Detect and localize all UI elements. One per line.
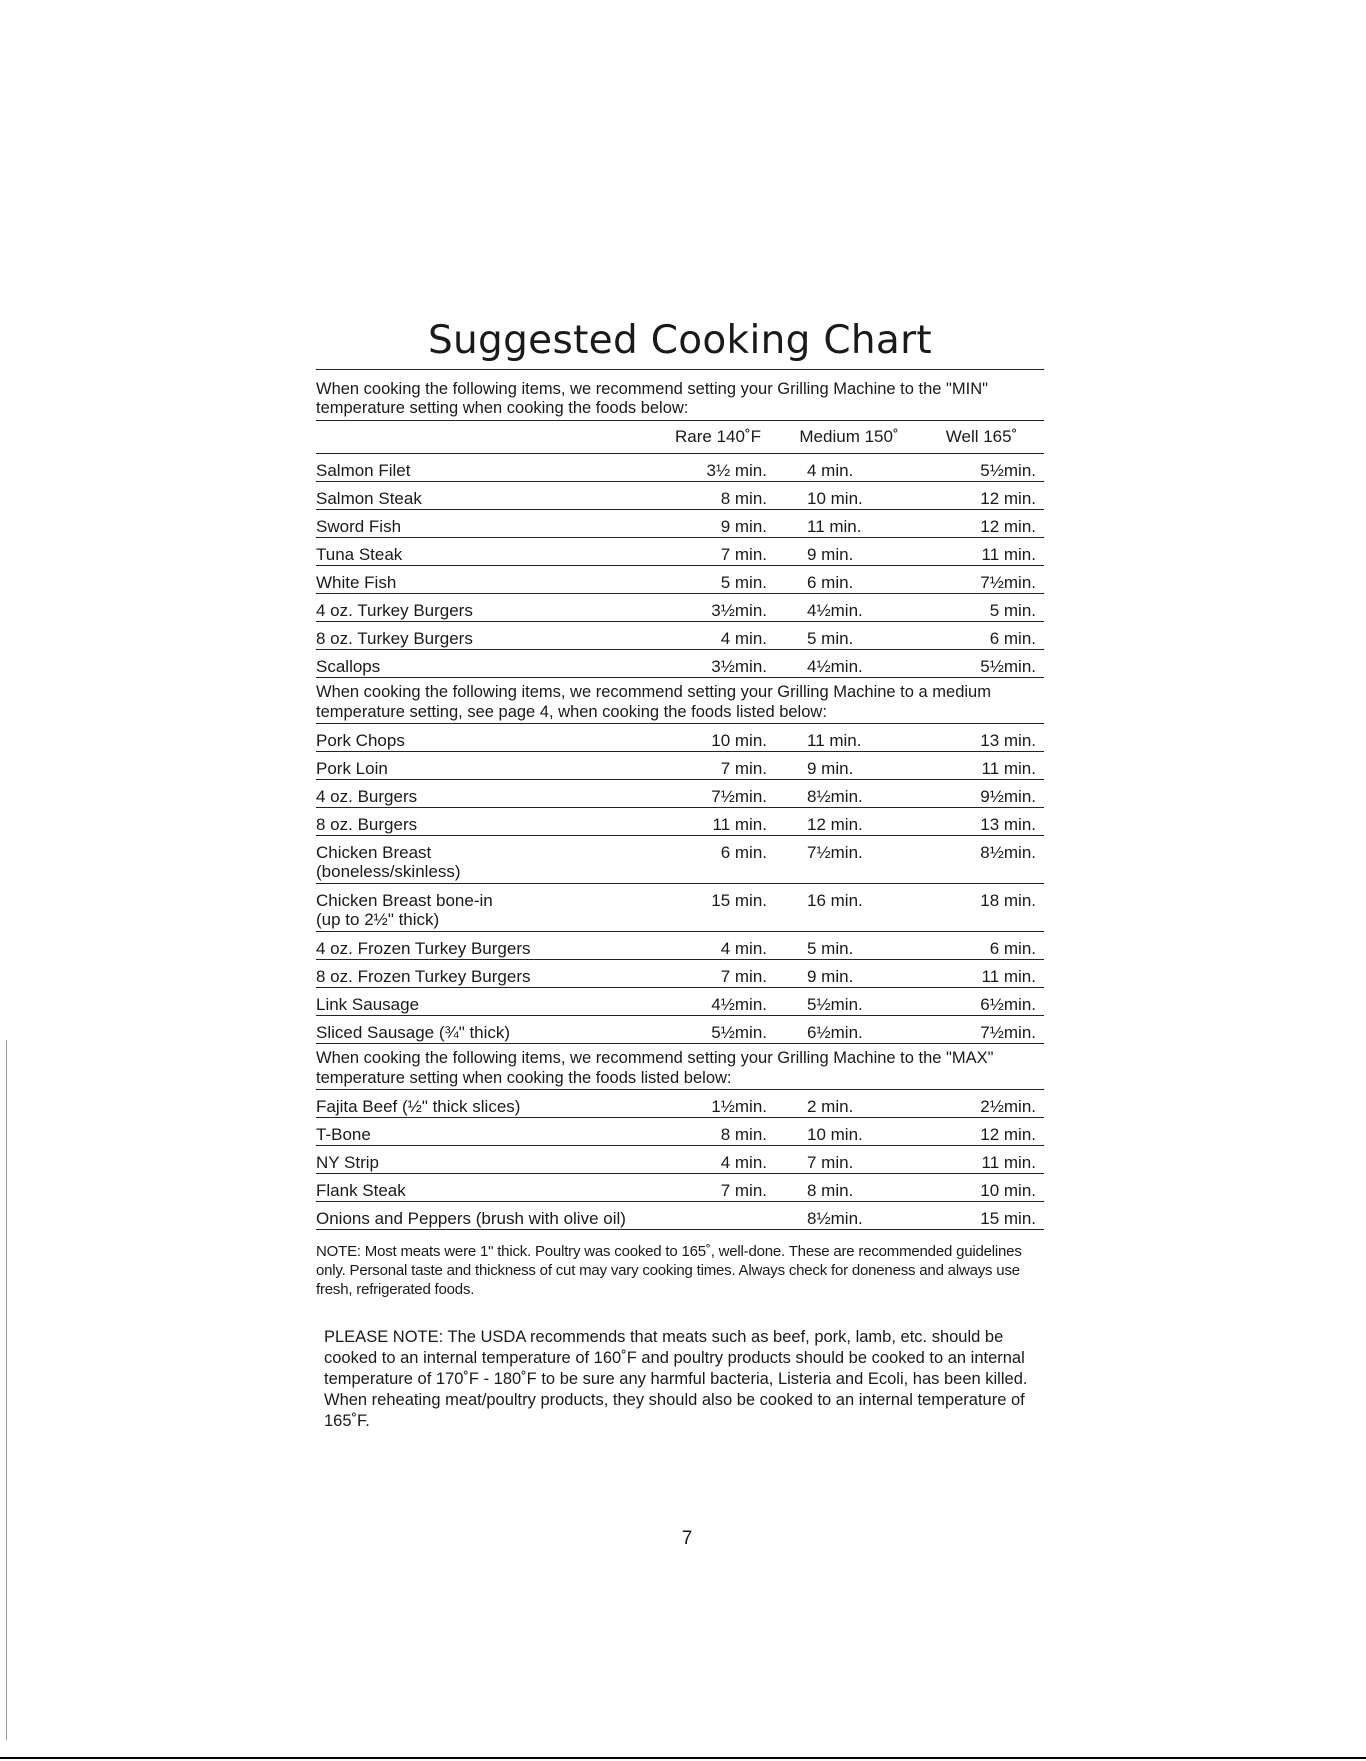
row-item-label: T-Bone xyxy=(316,1125,371,1144)
row-item-label: Chicken Breast xyxy=(316,843,432,862)
row-time-well: 13 min. xyxy=(980,815,1036,834)
row-item-label: Pork Chops xyxy=(316,731,405,750)
row-item xyxy=(316,1209,656,1228)
row-item-label: 4 oz. Burgers xyxy=(316,787,418,806)
row-time-rare: 7 min. xyxy=(720,759,767,778)
table-row xyxy=(316,1090,1044,1118)
cooking-table-max xyxy=(316,1090,1044,1230)
row-time-medium: 9 min. xyxy=(807,759,854,778)
row-time-rare: 8 min. xyxy=(720,1125,767,1144)
table-row xyxy=(316,1016,1044,1044)
row-time-medium: 5 min. xyxy=(807,939,854,958)
row-time-rare: 4½min. xyxy=(711,995,767,1014)
row-time-rare: 1½min. xyxy=(711,1097,767,1116)
row-time-well: 2½min. xyxy=(980,1097,1036,1116)
row-time-rare: 9 min. xyxy=(720,517,767,536)
table-row xyxy=(316,594,1044,622)
row-item xyxy=(316,629,656,648)
column-header-medium: Medium 150˚ xyxy=(799,427,899,446)
row-time-rare: 15 min. xyxy=(711,891,767,910)
table-row xyxy=(316,960,1044,988)
row-time-well: 5 min. xyxy=(989,601,1036,620)
table-row xyxy=(316,932,1044,960)
table-row xyxy=(316,836,1044,884)
row-item-label: 4 oz. Frozen Turkey Burgers xyxy=(316,939,531,958)
table-row xyxy=(316,566,1044,594)
row-time-rare: 6 min. xyxy=(720,843,767,862)
row-item-label: 8 oz. Burgers xyxy=(316,815,418,834)
row-item-label: Flank Steak xyxy=(316,1181,406,1200)
row-item-label: NY Strip xyxy=(316,1153,379,1172)
section-intro-medium: When cooking the following items, we recommend setting your Grilling Machine to a medium temperature setting, see page 4, when cooking the foods listed below: xyxy=(316,682,1044,724)
row-time-rare: 4 min. xyxy=(720,629,767,648)
row-time-medium: 10 min. xyxy=(807,1125,863,1144)
row-item xyxy=(316,1125,656,1144)
row-item xyxy=(316,939,656,958)
row-time-medium: 11 min. xyxy=(807,517,862,536)
row-time-well: 11 min. xyxy=(981,545,1036,564)
row-time-medium: 4½min. xyxy=(807,657,863,676)
row-time-well: 8½min. xyxy=(980,843,1036,862)
row-item xyxy=(316,995,656,1014)
row-time-well: 6 min. xyxy=(989,939,1036,958)
row-time-well: 15 min. xyxy=(980,1209,1036,1228)
row-time-rare: 4 min. xyxy=(720,939,767,958)
row-time-medium: 4 min. xyxy=(807,461,854,480)
row-time-medium: 6½min. xyxy=(807,1023,863,1042)
page-number-text: 7 xyxy=(681,1528,693,1549)
row-time-medium: 6 min. xyxy=(807,573,854,592)
row-item xyxy=(316,759,656,778)
row-time-well: 5½min. xyxy=(980,657,1036,676)
table-row xyxy=(316,1174,1044,1202)
document-page xyxy=(316,318,1044,1449)
column-header-row xyxy=(316,421,1044,454)
row-time-well: 5½min. xyxy=(980,461,1036,480)
row-time-rare: 8 min. xyxy=(720,489,767,508)
row-item xyxy=(316,815,656,834)
row-item-label: 8 oz. Frozen Turkey Burgers xyxy=(316,967,531,986)
usda-note: PLEASE NOTE: The USDA recommends that meats such as beef, pork, lamb, etc. should be cooked to an internal temperature of 160˚F and poultry products should be cooked to an internal temperature of 170˚F - 180˚F to be sure any harmful bacteria, Listeria and Ecoli, has been killed. When reheating meat/poultry products, they should also be cooked to an internal temperature of 165˚F. xyxy=(324,1328,1028,1430)
row-time-well: 10 min. xyxy=(980,1181,1036,1200)
row-time-rare: 11 min. xyxy=(712,815,767,834)
row-time-rare: 7½min. xyxy=(711,787,767,806)
row-time-rare: 4 min. xyxy=(720,1153,767,1172)
table-row xyxy=(316,752,1044,780)
page-number xyxy=(0,1528,1366,1550)
row-time-medium: 5½min. xyxy=(807,995,863,1014)
row-time-rare: 7 min. xyxy=(720,1181,767,1200)
row-time-well: 7½min. xyxy=(980,1023,1036,1042)
row-time-medium: 8½min. xyxy=(807,1209,863,1228)
row-item-label: Salmon Steak xyxy=(316,489,422,508)
row-time-medium: 8 min. xyxy=(807,1181,854,1200)
row-item-label: White Fish xyxy=(316,573,397,592)
row-time-well: 13 min. xyxy=(980,731,1036,750)
row-item-label: Chicken Breast bone-in xyxy=(316,891,493,910)
row-time-well: 11 min. xyxy=(981,759,1036,778)
column-header-well: Well 165˚ xyxy=(945,427,1018,446)
section-intro-max: When cooking the following items, we recommend setting your Grilling Machine to the "MAX" temperature setting when cooking the foods listed below: xyxy=(316,1048,1044,1090)
row-time-medium: 10 min. xyxy=(807,489,863,508)
row-time-medium: 5 min. xyxy=(807,629,854,648)
row-time-medium: 12 min. xyxy=(807,815,863,834)
section-intro-min: When cooking the following items, we recommend setting your Grilling Machine to the "MIN" temperature setting when cooking the foods below: xyxy=(316,380,1044,421)
row-time-well: 6 min. xyxy=(989,629,1036,648)
row-time-medium: 7½min. xyxy=(807,843,863,862)
row-item-label: Pork Loin xyxy=(316,759,388,778)
row-item xyxy=(316,461,656,480)
row-time-well: 12 min. xyxy=(980,1125,1036,1144)
row-item-label: Salmon Filet xyxy=(316,461,411,480)
row-time-rare: 10 min. xyxy=(711,731,767,750)
row-time-rare: 5½min. xyxy=(711,1023,767,1042)
row-item xyxy=(316,967,656,986)
row-time-medium: 8½min. xyxy=(807,787,863,806)
table-row xyxy=(316,780,1044,808)
table-row xyxy=(316,482,1044,510)
row-item xyxy=(316,1023,656,1042)
row-time-rare: 3½min. xyxy=(711,601,767,620)
row-item xyxy=(316,1097,656,1116)
row-time-medium: 11 min. xyxy=(807,731,862,750)
table-row xyxy=(316,884,1044,932)
row-time-well: 18 min. xyxy=(980,891,1036,910)
table-row xyxy=(316,1118,1044,1146)
table-row xyxy=(316,1202,1044,1230)
row-time-rare: 3½min. xyxy=(711,657,767,676)
row-item xyxy=(316,787,656,806)
row-time-medium: 9 min. xyxy=(807,545,854,564)
table-row xyxy=(316,538,1044,566)
row-item-label: 8 oz. Turkey Burgers xyxy=(316,629,473,648)
table-row xyxy=(316,988,1044,1016)
column-header-rare: Rare 140˚F xyxy=(675,427,761,446)
row-time-rare: 7 min. xyxy=(720,967,767,986)
table-row xyxy=(316,454,1044,482)
row-item xyxy=(316,1153,656,1172)
row-item-label: Sword Fish xyxy=(316,517,402,536)
scan-bottom-edge xyxy=(0,1757,1366,1759)
page-title: Suggested Cooking Chart xyxy=(316,318,1044,370)
row-item xyxy=(316,731,656,750)
row-time-well: 7½min. xyxy=(980,573,1036,592)
row-time-medium: 7 min. xyxy=(807,1153,854,1172)
table-row xyxy=(316,510,1044,538)
row-item-label: Onions and Peppers (brush with olive oil) xyxy=(316,1209,626,1228)
row-item-label: Sliced Sausage (¾" thick) xyxy=(316,1023,511,1042)
row-time-rare: 3½ min. xyxy=(706,461,767,480)
table-row xyxy=(316,808,1044,836)
row-item xyxy=(316,891,656,929)
row-time-rare: 5 min. xyxy=(720,573,767,592)
row-time-well: 12 min. xyxy=(980,517,1036,536)
row-time-medium: 2 min. xyxy=(807,1097,854,1116)
row-item xyxy=(316,843,656,881)
table-row xyxy=(316,1146,1044,1174)
table-row xyxy=(316,650,1044,678)
row-time-medium: 16 min. xyxy=(807,891,863,910)
row-time-well: 6½min. xyxy=(980,995,1036,1014)
table-row xyxy=(316,724,1044,752)
row-time-well: 11 min. xyxy=(981,967,1036,986)
row-item xyxy=(316,657,656,676)
scan-edge-mark xyxy=(6,1040,7,1740)
row-time-well: 12 min. xyxy=(980,489,1036,508)
row-time-well: 11 min. xyxy=(981,1153,1036,1172)
row-item-label: Fajita Beef (½" thick slices) xyxy=(316,1097,521,1116)
row-item-label: 4 oz. Turkey Burgers xyxy=(316,601,473,620)
row-time-well: 9½min. xyxy=(980,787,1036,806)
row-item xyxy=(316,517,656,536)
row-item-label: Scallops xyxy=(316,657,381,676)
row-item xyxy=(316,601,656,620)
row-time-rare: 7 min. xyxy=(720,545,767,564)
row-time-medium: 4½min. xyxy=(807,601,863,620)
row-item-label: Tuna Steak xyxy=(316,545,403,564)
row-item xyxy=(316,545,656,564)
table-row xyxy=(316,622,1044,650)
cooking-table-medium xyxy=(316,724,1044,1044)
row-item-sublabel: (boneless/skinless) xyxy=(316,862,461,881)
row-item-sublabel: (up to 2½" thick) xyxy=(316,910,440,929)
cooking-table-min xyxy=(316,454,1044,678)
row-item xyxy=(316,1181,656,1200)
cooking-note: NOTE: Most meats were 1" thick. Poultry was cooked to 165˚, well-done. These are recommended guidelines only. Personal taste and thickness of cut may vary cooking times. Always check for doneness and always use fresh, refrigerated foods. xyxy=(316,1243,1022,1298)
row-item-label: Link Sausage xyxy=(316,995,420,1014)
row-item xyxy=(316,489,656,508)
row-item xyxy=(316,573,656,592)
row-time-medium: 9 min. xyxy=(807,967,854,986)
